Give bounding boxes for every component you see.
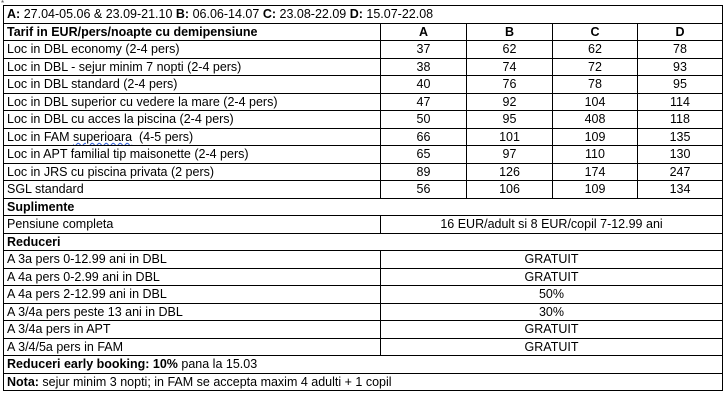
discount-label: A 3/4a pers in APT	[4, 321, 381, 339]
price-d: 114	[638, 93, 723, 111]
table-row	[4, 41, 723, 59]
table-row	[4, 286, 723, 304]
discount-label: A 3/4a pers peste 13 ani in DBL	[4, 303, 381, 321]
price-b: 62	[467, 41, 553, 59]
table-row	[4, 338, 723, 356]
early-booking-label: Reduceri early booking:	[7, 357, 150, 372]
note-text: sejur minim 3 nopti; in FAM se accepta maxim 4 adulti + 1 copil	[38, 374, 392, 389]
period-c-range: 23.08-22.09	[279, 7, 347, 22]
price-b: 92	[467, 93, 553, 111]
table-row	[4, 128, 723, 146]
period-d-range: 15.07-22.08	[366, 7, 434, 22]
price-c: 62	[553, 41, 638, 59]
early-booking-value: 10%	[152, 357, 178, 372]
table-row	[4, 181, 723, 199]
discount-label: A 4a pers 0-2.99 ani in DBL	[4, 268, 381, 286]
table-row	[4, 216, 723, 234]
room-label: Loc in DBL economy (2-4 pers)	[4, 41, 381, 59]
room-label: Loc in APT familial tip maisonette (2-4 pers)	[4, 146, 381, 164]
price-b: 101	[467, 128, 553, 146]
price-d: 135	[638, 128, 723, 146]
price-b: 74	[467, 58, 553, 76]
price-a: 65	[381, 146, 467, 164]
discount-value: GRATUIT	[381, 251, 723, 269]
table-row	[4, 163, 723, 181]
table-row	[4, 251, 723, 269]
price-d: 78	[638, 41, 723, 59]
price-c: 174	[553, 163, 638, 181]
price-d: 93	[638, 58, 723, 76]
spellcheck-word: superioara	[73, 129, 133, 144]
note-cell	[4, 373, 723, 391]
table-row	[4, 76, 723, 94]
discount-value: GRATUIT	[381, 321, 723, 339]
period-a-key: A:	[7, 7, 21, 22]
price-a: 38	[381, 58, 467, 76]
room-label: Loc in DBL cu acces la piscina (2-4 pers)	[4, 111, 381, 129]
header-col-c: C	[553, 23, 638, 41]
price-d: 130	[638, 146, 723, 164]
header-col-b: B	[467, 23, 553, 41]
period-a-range: 27.04-05.06 & 23.09-21.10	[23, 7, 173, 22]
price-b: 76	[467, 76, 553, 94]
table-row	[4, 58, 723, 76]
price-b: 106	[467, 181, 553, 199]
price-d: 247	[638, 163, 723, 181]
discount-label: A 3/4/5a pers in FAM	[4, 338, 381, 356]
discount-value: 50%	[381, 286, 723, 304]
header-col-a: A	[381, 23, 467, 41]
discounts-heading: Reduceri	[4, 233, 723, 251]
early-booking-cell	[4, 356, 723, 374]
price-c: 78	[553, 76, 638, 94]
discount-value: GRATUIT	[381, 338, 723, 356]
price-c: 109	[553, 181, 638, 199]
price-a: 47	[381, 93, 467, 111]
price-c: 72	[553, 58, 638, 76]
table-row	[4, 93, 723, 111]
room-label-part: (4-5 pers)	[132, 129, 194, 144]
table-row	[4, 321, 723, 339]
header-col-d: D	[638, 23, 723, 41]
price-c: 408	[553, 111, 638, 129]
price-b: 95	[467, 111, 553, 129]
price-a: 56	[381, 181, 467, 199]
price-c: 109	[553, 128, 638, 146]
corner-mark: *	[1, 0, 5, 8]
price-a: 66	[381, 128, 467, 146]
price-d: 95	[638, 76, 723, 94]
note-label: Nota:	[7, 374, 39, 389]
room-label-part: Loc in FAM	[7, 129, 73, 144]
table-row	[4, 146, 723, 164]
period-d-key: D:	[349, 7, 363, 22]
price-c: 104	[553, 93, 638, 111]
room-label: Loc in JRS cu piscina privata (2 pers)	[4, 163, 381, 181]
period-c-key: C:	[262, 7, 277, 22]
periods-row	[4, 6, 723, 24]
price-a: 40	[381, 76, 467, 94]
discount-value: GRATUIT	[381, 268, 723, 286]
tariff-table	[3, 5, 723, 391]
period-b-range: 06.06-14.07	[192, 7, 260, 22]
price-d: 118	[638, 111, 723, 129]
room-label: Loc in DBL - sejur minim 7 nopti (2-4 pers)	[4, 58, 381, 76]
supplements-heading-row	[4, 198, 723, 216]
table-row	[4, 268, 723, 286]
room-label	[4, 128, 381, 146]
price-c: 110	[553, 146, 638, 164]
header-title: Tarif in EUR/pers/noapte cu demipensiune	[4, 23, 381, 41]
supplements-heading: Suplimente	[4, 198, 723, 216]
discounts-heading-row	[4, 233, 723, 251]
supplement-label: Pensiune completa	[4, 216, 381, 234]
supplement-value: 16 EUR/adult si 8 EUR/copil 7-12.99 ani	[381, 216, 723, 234]
discount-label: A 4a pers 2-12.99 ani in DBL	[4, 286, 381, 304]
discount-label: A 3a pers 0-12.99 ani in DBL	[4, 251, 381, 269]
header-row	[4, 23, 723, 41]
price-a: 89	[381, 163, 467, 181]
price-b: 97	[467, 146, 553, 164]
room-label: SGL standard	[4, 181, 381, 199]
price-a: 50	[381, 111, 467, 129]
note-row	[4, 373, 723, 391]
early-booking-rest: pana la 15.03	[177, 357, 258, 372]
room-label: Loc in DBL standard (2-4 pers)	[4, 76, 381, 94]
table-row	[4, 303, 723, 321]
price-a: 37	[381, 41, 467, 59]
table-row	[4, 111, 723, 129]
price-b: 126	[467, 163, 553, 181]
price-d: 134	[638, 181, 723, 199]
periods-cell	[4, 6, 723, 24]
room-label: Loc in DBL superior cu vedere la mare (2-4 pers)	[4, 93, 381, 111]
period-b-key: B:	[175, 7, 190, 22]
discount-value: 30%	[381, 303, 723, 321]
early-booking-row	[4, 356, 723, 374]
